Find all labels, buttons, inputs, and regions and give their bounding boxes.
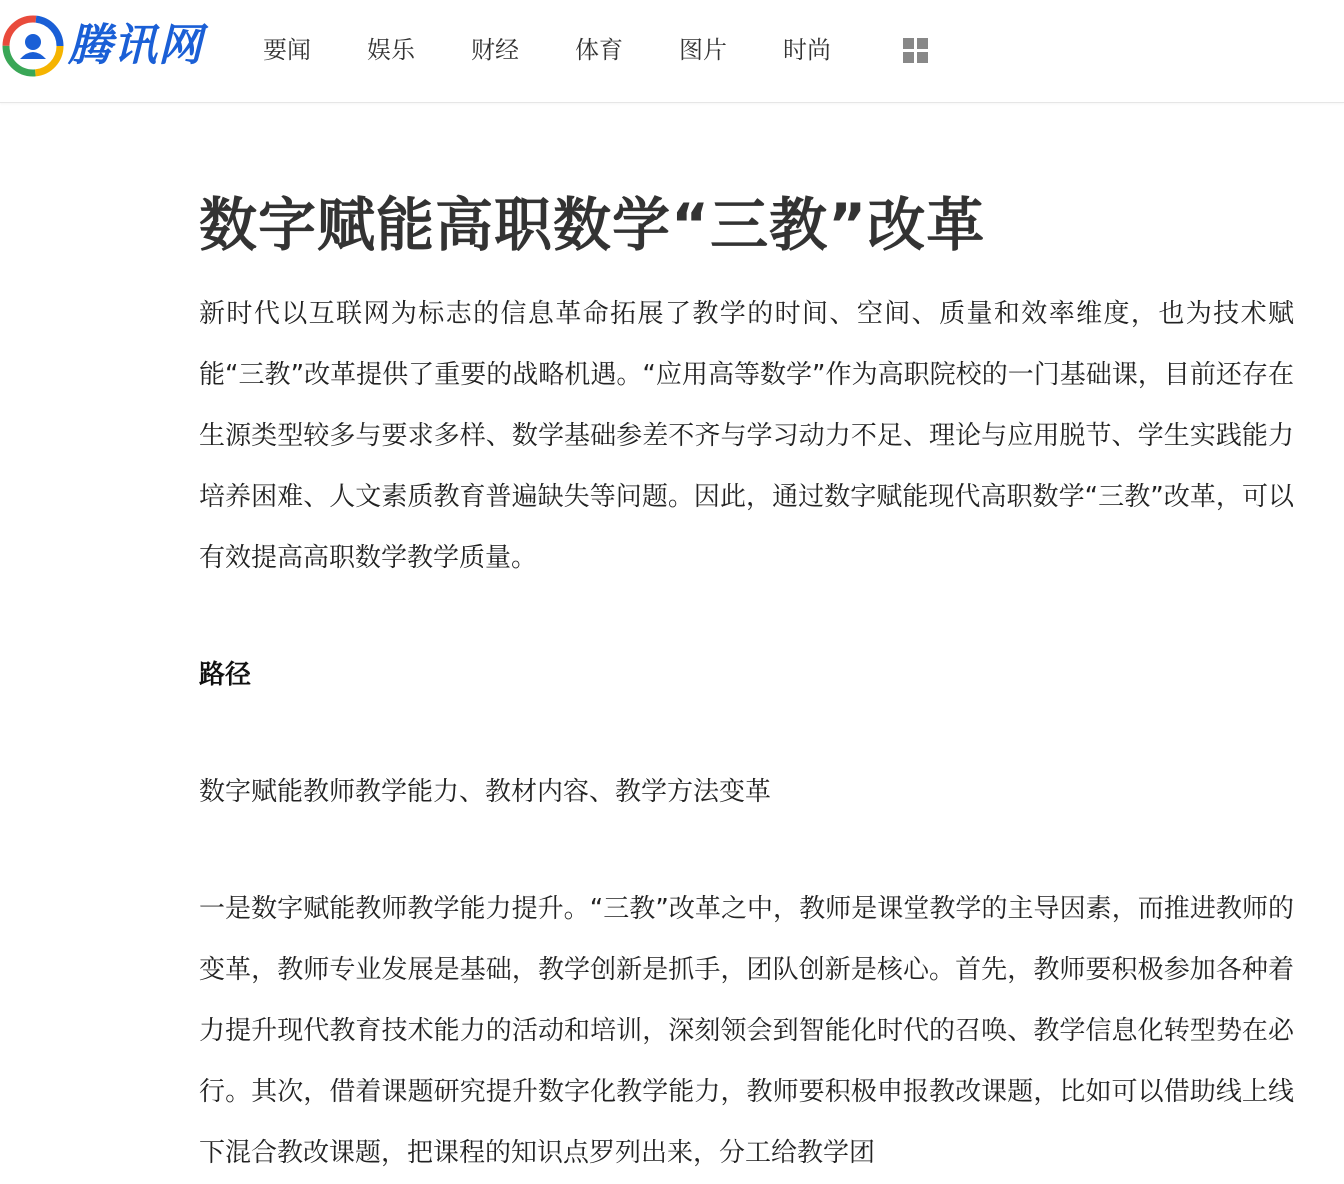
logo-emblem-icon [2, 15, 64, 77]
site-header [0, 0, 1344, 103]
article-body-paragraph: 一是数字赋能教师教学能力提升。“三教”改革之中，教师是课堂教学的主导因素，而推进教师的变革，教师专业发展是基础，教学创新是抓手，团队创新是核心。首先，教师要积极参加各种着力提升现代教育技术能力的活动和培训，深刻领会到智能化时代的召唤、教学信息化转型势在必行。其次，借着课题研究提升数字化教学能力，教师要积极申报教改课题，比如可以借助线上线下混合教改课题，把课程的知识点罗列出来，分工给教学团 [199, 894, 1294, 1168]
nav-item-pictures[interactable]: 图片 [679, 36, 727, 64]
main-nav [263, 30, 887, 70]
logo-text: 腾讯网 [68, 20, 203, 71]
nav-item-finance[interactable]: 财经 [471, 36, 519, 64]
article-body [199, 180, 1294, 1184]
nav-item-fashion[interactable]: 时尚 [783, 36, 831, 64]
section-heading: 路径 [199, 660, 252, 690]
nav-item-sports[interactable]: 体育 [575, 36, 623, 64]
article-intro-paragraph: 新时代以互联网为标志的信息革命拓展了教学的时间、空间、质量和效率维度，也为技术赋能“三教”改革提供了重要的战略机遇。“应用高等数学”作为高职院校的一门基础课，目前还存在生源类型较多与要求多样、数学基础参差不齐与学习动力不足、理论与应用脱节、学生实践能力培养困难、人文素质教育普遍缺失等问题。因此，通过数字赋能现代高职数学“三教”改革，可以有效提高高职数学教学质量。 [199, 299, 1294, 573]
nav-item-news[interactable]: 要闻 [263, 36, 311, 64]
section-subheading: 数字赋能教师教学能力、教材内容、教学方法变革 [199, 777, 772, 807]
nav-item-entertainment[interactable]: 娱乐 [367, 36, 415, 64]
site-logo[interactable] [2, 12, 203, 80]
article-title: 数字赋能高职数学“三教”改革 [199, 191, 986, 259]
grid-icon[interactable] [903, 38, 929, 64]
